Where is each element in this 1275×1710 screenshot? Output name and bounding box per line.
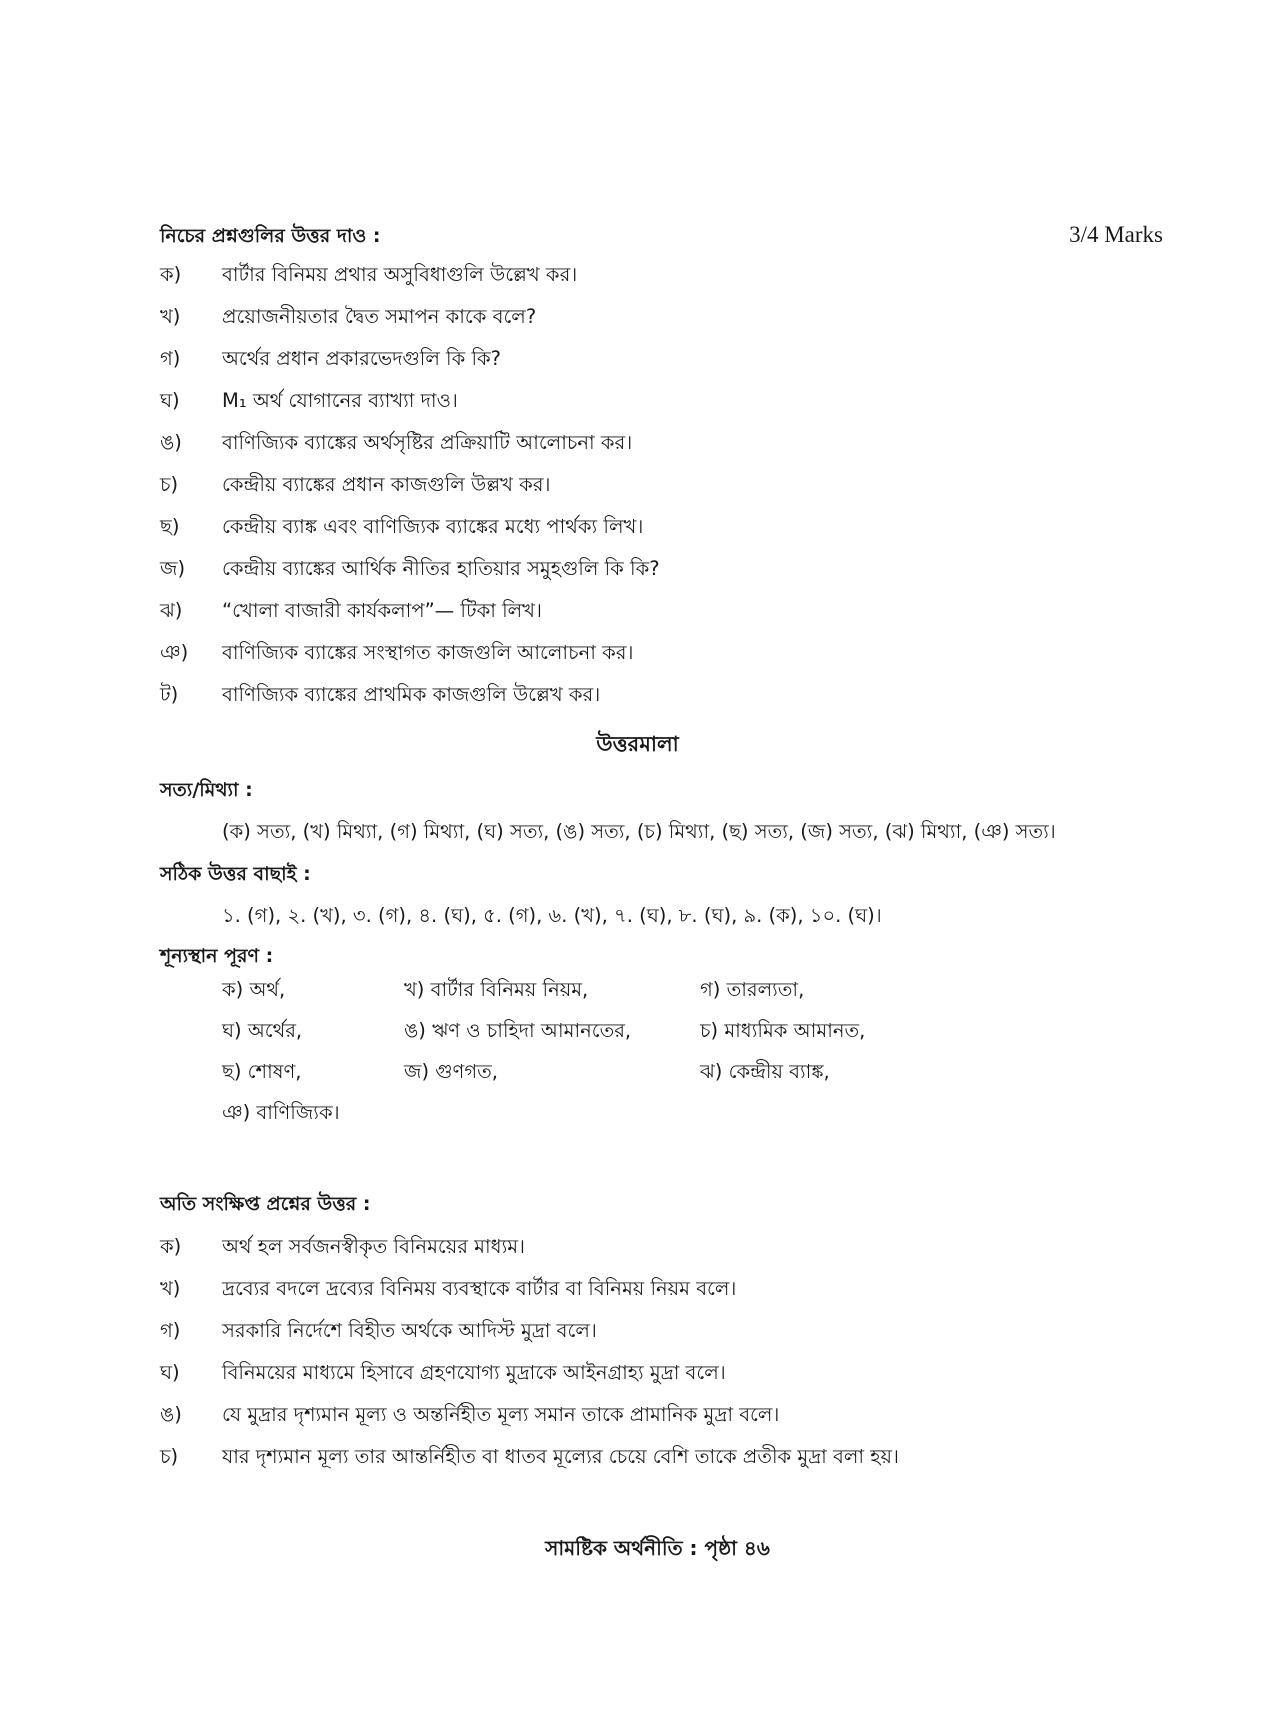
question-text: বার্টার বিনিময় প্রথার অসুবিধাগুলি উল্লেখ কর। bbox=[222, 263, 578, 286]
short-answers-heading: অতি সংক্ষিপ্ত প্রশ্নের উত্তর : bbox=[160, 1193, 371, 1215]
fill-blank-answer: ঝ) কেন্দ্রীয় ব্যাঙ্ক, bbox=[700, 1060, 830, 1083]
question-label: খ) bbox=[160, 305, 181, 328]
question-text: বাণিজ্যিক ব্যাঙ্কের সংস্থাগত কাজগুলি আলোচনা কর। bbox=[222, 641, 634, 664]
question-text: কেন্দ্রীয় ব্যাঙ্ক এবং বাণিজ্যিক ব্যাঙ্কের মধ্যে পার্থক্য লিখ। bbox=[222, 515, 644, 538]
answers-title: উত্তরমালা bbox=[596, 732, 679, 756]
question-label: ঞ) bbox=[160, 641, 189, 664]
short-answer-label: ক) bbox=[160, 1235, 182, 1258]
question-label: ঙ) bbox=[160, 431, 182, 454]
fill-blanks-row bbox=[222, 1058, 1122, 1099]
question-label: চ) bbox=[160, 473, 179, 496]
mcq-heading: সঠিক উত্তর বাছাই : bbox=[160, 863, 311, 885]
short-answer-label: চ) bbox=[160, 1445, 179, 1468]
question-text: প্রয়োজনীয়তার দ্বৈত সমাপন কাকে বলে? bbox=[222, 305, 537, 328]
short-answer-text: দ্রব্যের বদলে দ্রব্যের বিনিময় ব্যবস্থাকে বার্টার বা বিনিময় নিয়ম বলে। bbox=[222, 1277, 737, 1300]
question-label: ক) bbox=[160, 263, 182, 286]
question-label: ট) bbox=[160, 683, 179, 706]
question-label: জ) bbox=[160, 557, 186, 580]
question-label: ঘ) bbox=[160, 389, 180, 412]
fill-blank-answer: ক) অর্থ, bbox=[222, 978, 286, 1001]
question-text: বাণিজ্যিক ব্যাঙ্কের অর্থসৃষ্টির প্রক্রিয়াটি আলোচনা কর। bbox=[222, 431, 633, 454]
fill-blanks-row bbox=[222, 976, 1122, 1017]
question-text: “খোলা বাজারী কার্যকলাপ”— টিকা লিখ। bbox=[222, 599, 542, 622]
short-answer-text: যার দৃশ্যমান মূল্য তার আন্তর্নিহীত বা ধাতব মূল্যের চেয়ে বেশি তাকে প্রতীক মুদ্রা বলা হয়। bbox=[222, 1445, 899, 1468]
question-label: গ) bbox=[160, 347, 181, 370]
fill-blanks-heading: শূন্যস্থান পূরণ : bbox=[160, 945, 274, 967]
short-answer-label: খ) bbox=[160, 1277, 181, 1300]
fill-blank-answer: গ) তারল্যতা, bbox=[700, 978, 805, 1001]
short-answer-text: যে মুদ্রার দৃশ্যমান মূল্য ও অন্তর্নিহীত মূল্য সমান তাকে প্রামানিক মুদ্রা বলে। bbox=[222, 1403, 780, 1426]
question-label: ঝ) bbox=[160, 599, 183, 622]
question-text: কেন্দ্রীয় ব্যাঙ্কের আর্থিক নীতির হাতিয়ার সমুহগুলি কি কি? bbox=[222, 557, 660, 580]
question-text: বাণিজ্যিক ব্যাঙ্কের প্রাথমিক কাজগুলি উল্লেখ কর। bbox=[222, 683, 601, 706]
question-label: ছ) bbox=[160, 515, 180, 538]
question-text: কেন্দ্রীয় ব্যাঙ্কের প্রধান কাজগুলি উল্লখ কর। bbox=[222, 473, 551, 496]
short-answer-text: অর্থ হল সর্বজনস্বীকৃত বিনিময়ের মাধ্যম। bbox=[222, 1235, 526, 1258]
mcq-answers: ১. (গ), ২. (খ), ৩. (গ), ৪. (ঘ), ৫. (গ), ৬. (খ), ৭. (ঘ), ৮. (ঘ), ৯. (ক), ১০. (ঘ)। bbox=[222, 904, 882, 927]
short-answer-label: ঘ) bbox=[160, 1361, 180, 1384]
fill-blanks-row bbox=[222, 1099, 1122, 1140]
short-answer-label: ঙ) bbox=[160, 1403, 182, 1426]
fill-blank-answer: ঘ) অর্থের, bbox=[222, 1019, 303, 1042]
fill-blanks-row bbox=[222, 1017, 1122, 1058]
short-answer-text: সরকারি নির্দেশে বিহীত অর্থকে আদিস্ট মুদ্রা বলে। bbox=[222, 1319, 597, 1342]
short-answer-label: গ) bbox=[160, 1319, 181, 1342]
fill-blank-answer: ছ) শোষণ, bbox=[222, 1060, 302, 1083]
fill-blank-answer: চ) মাধ্যমিক আমানত, bbox=[700, 1019, 866, 1042]
question-text: M₁ অর্থ যোগানের ব্যাখ্যা দাও। bbox=[222, 389, 458, 412]
fill-blank-answer: ঙ) ঋণ ও চাহিদা আমানতের, bbox=[404, 1019, 632, 1042]
true-false-answers: (ক) সত্য, (খ) মিথ্যা, (গ) মিথ্যা, (ঘ) সত্য, (ঙ) সত্য, (চ) মিথ্যা, (ছ) সত্য, (জ) সত্য, (ঝ) মিথ্যা, (ঞ) সত্য। bbox=[222, 820, 1056, 843]
fill-blank-answer: জ) গুণগত, bbox=[404, 1060, 498, 1083]
fill-blank-answer: ঞ) বাণিজ্যিক। bbox=[222, 1101, 340, 1124]
marks-label: 3/4 Marks bbox=[1069, 222, 1163, 247]
question-text: অর্থের প্রধান প্রকারভেদগুলি কি কি? bbox=[222, 347, 502, 370]
questions-heading: নিচের প্রশ্নগুলির উত্তর দাও : bbox=[160, 225, 381, 247]
page-footer: সামষ্টিক অর্থনীতি : পৃষ্ঠা ৪৬ bbox=[545, 1536, 770, 1560]
fill-blanks-grid bbox=[222, 976, 1122, 1140]
fill-blank-answer: খ) বার্টার বিনিময় নিয়ম, bbox=[404, 978, 589, 1001]
short-answer-text: বিনিময়ের মাধ্যমে হিসাবে গ্রহণযোগ্য মুদ্রাকে আইনগ্রাহ্য মুদ্রা বলে। bbox=[222, 1361, 726, 1384]
true-false-heading: সত্য/মিথ্যা : bbox=[160, 779, 253, 801]
